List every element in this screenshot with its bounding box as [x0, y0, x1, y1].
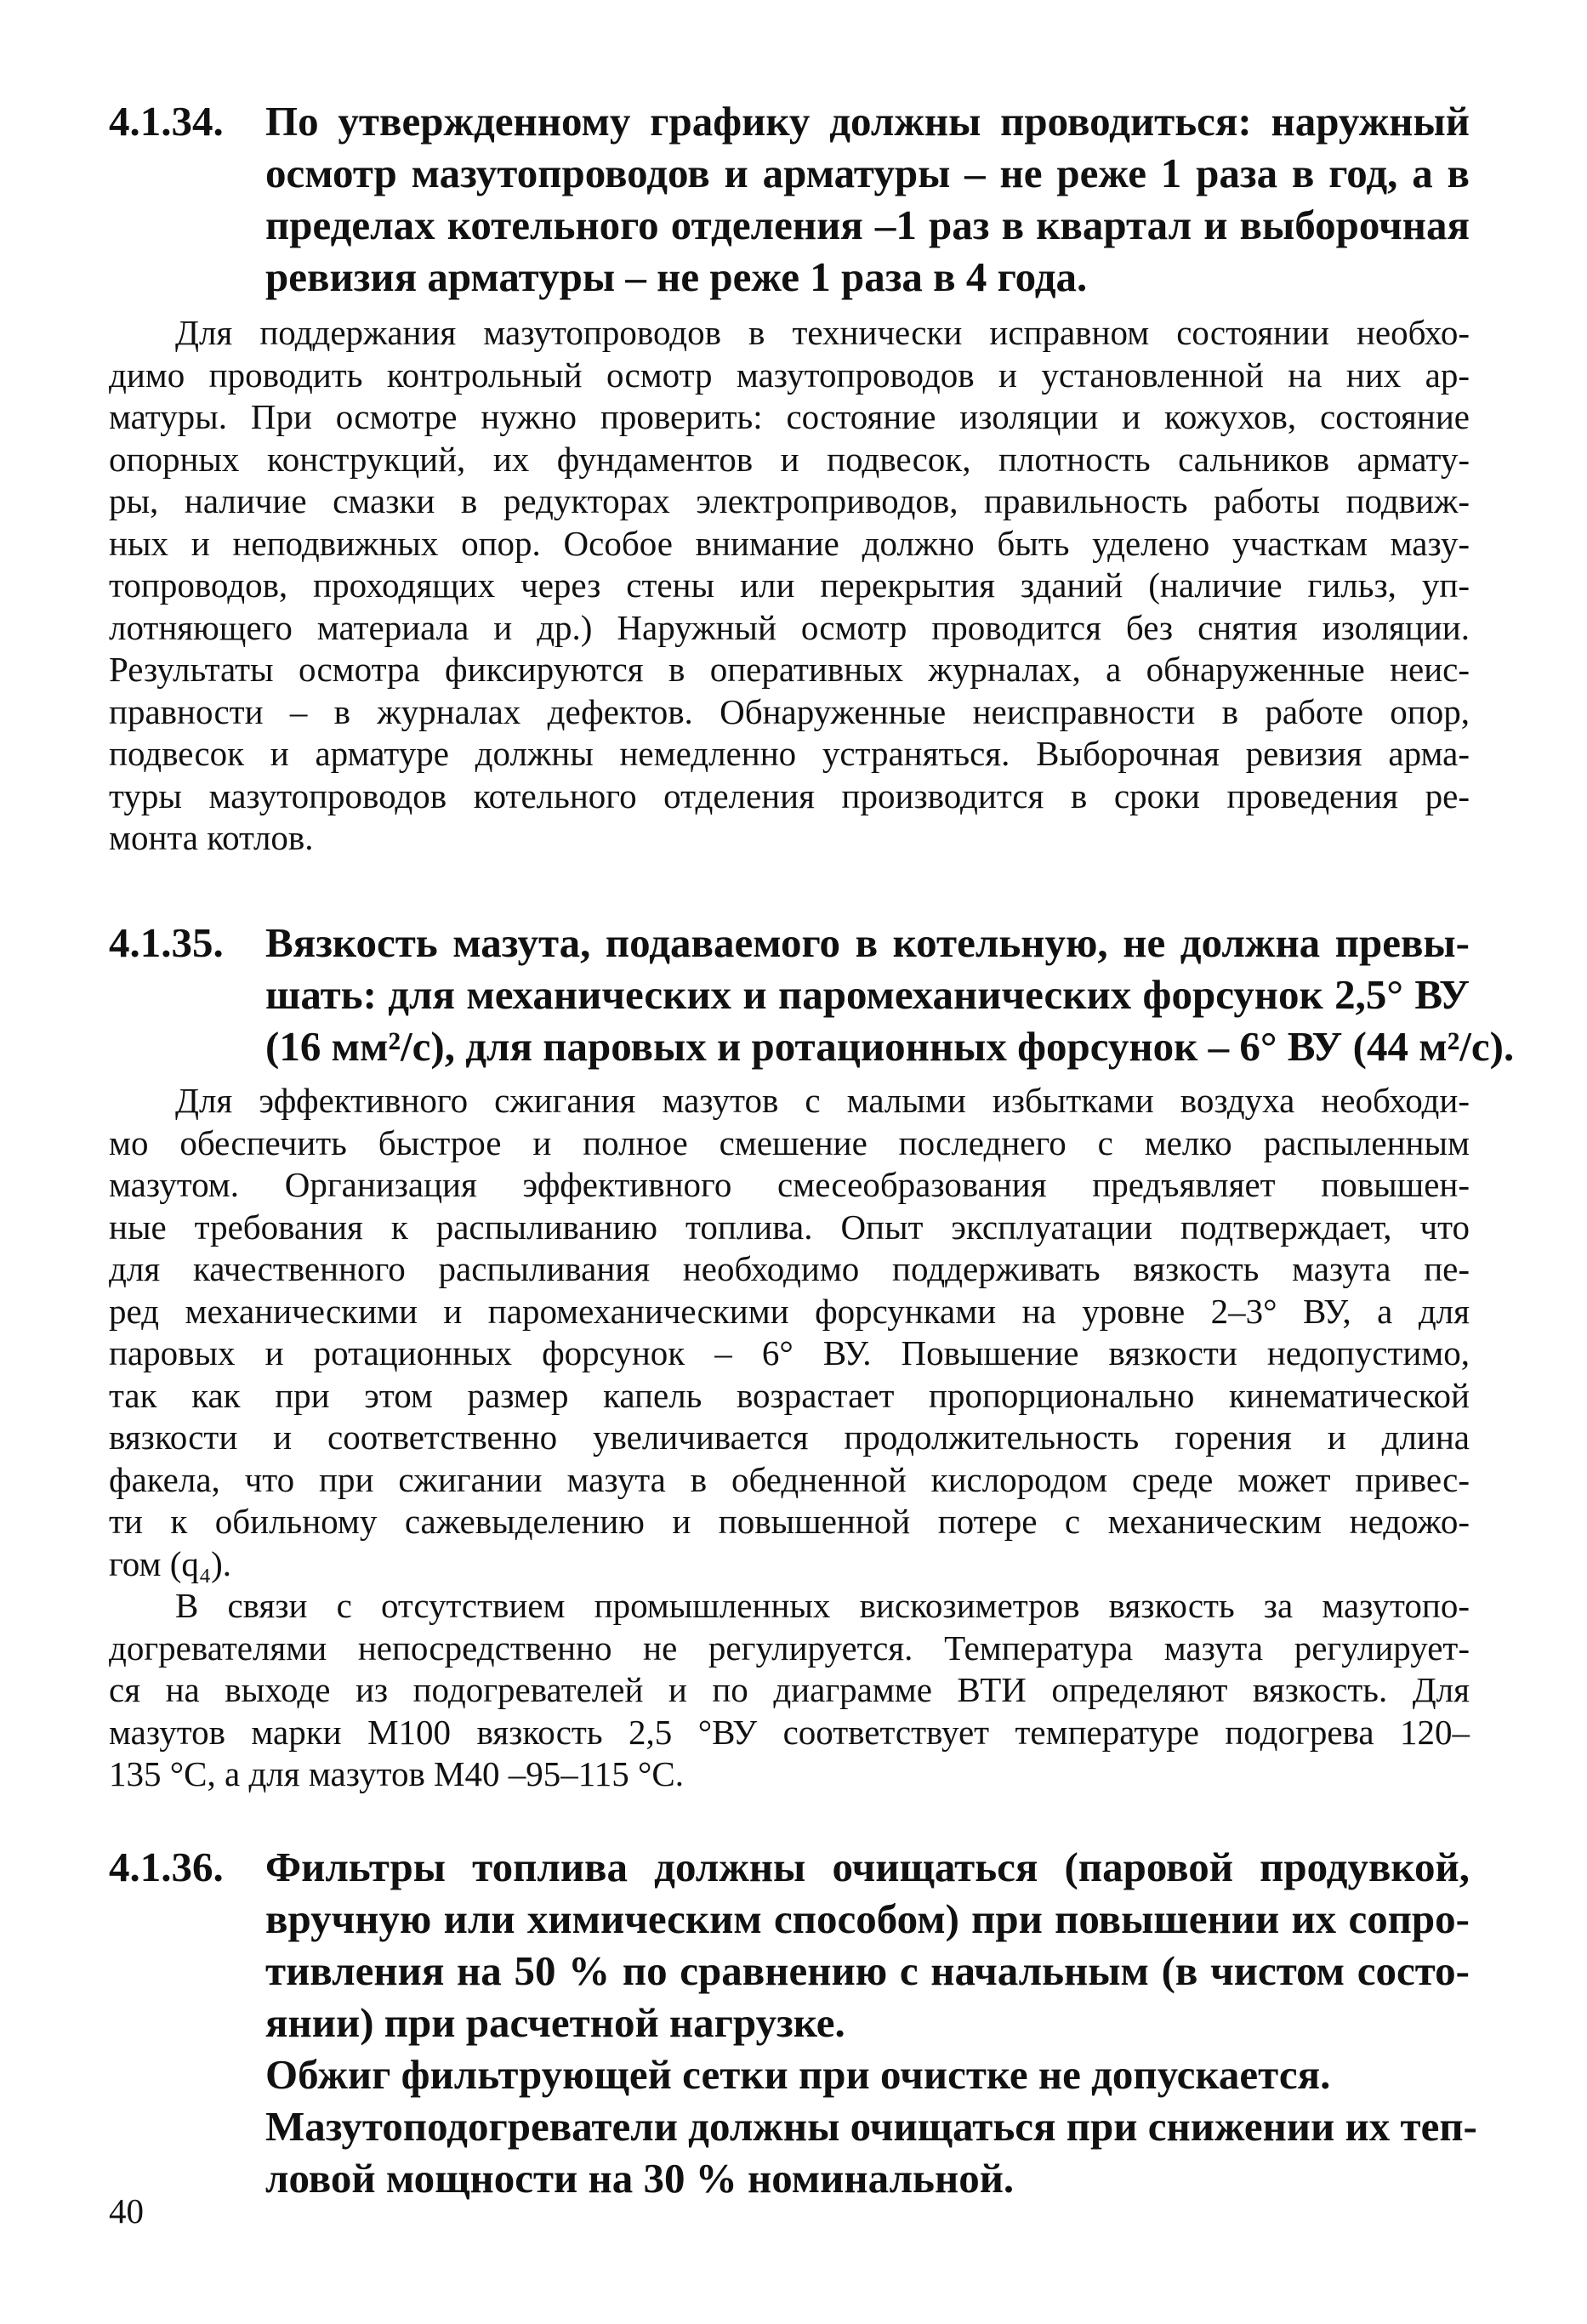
text-line: матуры. При осмотре нужно проверить: состояние изоляции и кожухов, состояние	[109, 397, 1470, 436]
text-line: ные требования к распыливанию топлива. Опыт эксплуатации подтверждает, что	[109, 1207, 1470, 1247]
clause-text	[265, 1841, 1477, 2204]
text-line: факела, что при сжигании мазута в обедненной кислородом среде может привес-	[109, 1459, 1470, 1499]
text-line: Результаты осмотра фиксируются в оперативных журналах, а обнаруженные неис-	[109, 650, 1470, 689]
clause-text	[265, 917, 1515, 1072]
text-line: ред механическими и паромеханическими форсунками на уровне 2–3° ВУ, а для	[109, 1291, 1470, 1331]
text-line: Для эффективного сжигания мазутов с малыми избытками воздуха необходи-	[175, 1081, 1470, 1120]
text-line: опорных конструкций, их фундаментов и подвесок, плотность сальников армату-	[109, 439, 1470, 479]
text-line: для качественного распыливания необходимо поддерживать вязкость мазута пе-	[109, 1249, 1470, 1288]
text-line: догревателями непосредственно не регулируется. Температура мазута регулирует-	[109, 1628, 1470, 1668]
text-line: пределах котельного отделения –1 раз в квартал и выборочная	[265, 202, 1470, 248]
paragraph-viscosity	[109, 1080, 1470, 1585]
text-line: ры, наличие смазки в редукторах электроприводов, правильность работы подвиж-	[109, 481, 1470, 520]
page-number: 40	[109, 2191, 144, 2230]
text-line: ся на выходе из подогревателей и по диаграмме ВТИ определяют вязкость. Для	[109, 1670, 1470, 1709]
text-line: монта котлов.	[109, 818, 314, 857]
text-line: ловой мощности на 30 % номинальной.	[265, 2155, 1015, 2202]
text-line: мазутом. Организация эффективного смесеобразования предъявляет повышен-	[109, 1165, 1470, 1204]
text-line: ревизия арматуры – не реже 1 раза в 4 года.	[265, 253, 1088, 300]
text-line: Вязкость мазута, подаваемого в котельную, не должна превы-	[265, 919, 1470, 966]
text-line: димо проводить контрольный осмотр мазутопроводов и установленной на них ар-	[109, 355, 1470, 395]
clause-text	[265, 95, 1470, 303]
text-line: тивления на 50 % по сравнению с начальным (в чистом состо-	[265, 1947, 1470, 1994]
text-line: лотняющего материала и др.) Наружный осмотр проводится без снятия изоляции.	[109, 607, 1470, 647]
text-line: Для поддержания мазутопроводов в технически исправном состоянии необхо-	[175, 313, 1470, 352]
text-line: шать: для механических и паромеханических форсунок 2,5° ВУ	[265, 971, 1470, 1018]
clause-number: 4.1.35.	[109, 919, 224, 966]
text-line: янии) при расчетной нагрузке.	[265, 1999, 845, 2046]
text-line: гом (q₄).	[109, 1543, 232, 1583]
text-line: вручную или химическим способом) при повышении их сопро-	[265, 1895, 1470, 1942]
text-line: Обжиг фильтрующей сетки при очистке не допускается.	[265, 2051, 1331, 2098]
text-line: В связи с отсутствием промышленных вискозиметров вязкость за мазутопо-	[175, 1586, 1470, 1625]
paragraph-temperature	[109, 1585, 1470, 1796]
text-line: так как при этом размер капель возрастает пропорционально кинематической	[109, 1375, 1470, 1415]
text-line: туры мазутопроводов котельного отделения производится в сроки проведения ре-	[109, 776, 1470, 815]
text-line: мо обеспечить быстрое и полное смешение последнего с мелко распыленным	[109, 1122, 1470, 1162]
text-line: ных и неподвижных опор. Особое внимание должно быть уделено участкам мазу-	[109, 523, 1470, 563]
clause-number: 4.1.34.	[109, 98, 224, 145]
text-line: 135 °С, а для мазутов М40 –95–115 °С.	[109, 1754, 684, 1793]
text-line: топроводов, проходящих через стены или перекрытия зданий (наличие гильз, уп-	[109, 565, 1470, 605]
text-line: Фильтры топлива должны очищаться (паровой продувкой,	[265, 1844, 1470, 1890]
text-line: вязкости и соответственно увеличивается продолжительность горения и длина	[109, 1418, 1470, 1457]
text-line: подвесок и арматуре должны немедленно устраняться. Выборочная ревизия арма-	[109, 734, 1470, 773]
text-line: Мазутоподогреватели должны очищаться при снижении их теп-	[265, 2103, 1477, 2150]
paragraph-inspection	[109, 312, 1470, 860]
text-line: (16 мм²/с), для паровых и ротационных форсунок – 6° ВУ (44 м²/с).	[265, 1023, 1515, 1070]
text-line: мазутов марки М100 вязкость 2,5 °ВУ соответствует температуре подогрева 120–	[109, 1712, 1470, 1752]
text-line: По утвержденному графику должны проводиться: наружный	[265, 98, 1470, 145]
clause-number: 4.1.36.	[109, 1844, 224, 1890]
text-line: осмотр мазутопроводов и арматуры – не реже 1 раза в год, а в	[265, 150, 1470, 196]
text-line: ти к обильному сажевыделению и повышенной потере с механическим недожо-	[109, 1502, 1470, 1541]
text-line: паровых и ротационных форсунок – 6° ВУ. Повышение вязкости недопустимо,	[109, 1333, 1470, 1372]
text-line: правности – в журналах дефектов. Обнаруженные неисправности в работе опор,	[109, 691, 1470, 731]
